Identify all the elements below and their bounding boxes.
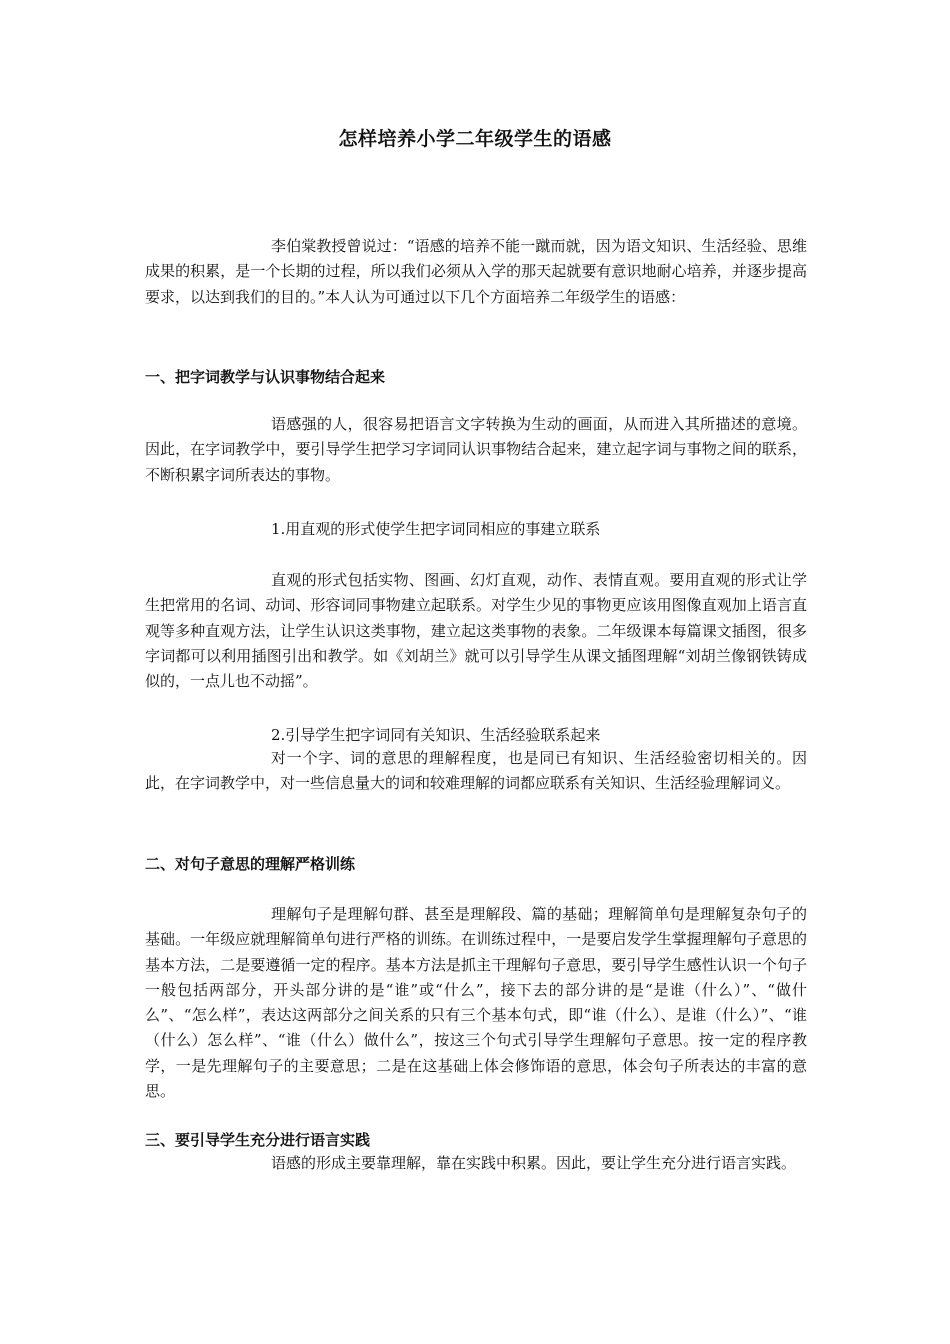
section-1-paragraph-1: 语感强的人，很容易把语言文字转换为生动的画面，从而进入其所描述的意境。因此，在字词教学中，要引导学生把学习字词同认识事物结合起来，建立起字词与事物之间的联系，不断积累字词所表达的事物。 [145,415,807,484]
section-1-heading: 一、把字词教学与认识事物结合起来 [145,368,386,386]
section-2-heading-block [145,853,807,875]
section-3-paragraph-1: 语感的形成主要靠理解，靠在实践中积累。因此，要让学生充分进行语言实践。 [271,1154,797,1172]
section-3-heading: 三、要引导学生充分进行语言实践 [145,1131,371,1149]
document-title: 怎样培养小学二年级学生的语感 [338,128,612,150]
section-2-heading: 二、对句子意思的理解严格训练 [145,855,356,873]
section-1-subheading-1-block [145,517,807,542]
section-3-heading-block [145,1129,807,1151]
intro-block [145,234,807,310]
section-1-paragraph-3: 对一个字、词的意思的理解程度，也是同已有知识、生活经验密切相关的。因此，在字词教学中，对一些信息量大的词和较难理解的词都应联系有关知识、生活经验理解词义。 [145,749,807,793]
section-2-paragraph-1: 理解句子是理解句群、甚至是理解段、篇的基础；理解简单句是理解复杂句子的基础。一年级应就理解简单句进行严格的训练。在训练过程中，一是要启发学生掌握理解句子意思的基本方法，二是要遵循一定的程序。基本方法是抓主干理解句子意思，要引导学生感性认识一个句子一般包括两部分，开头部分讲的是“谁”或“什么”，接下去的部分讲的是“是谁（什么）”、“做什么”、“怎么样”，表达这两部分之间关系的只有三个基本句式，即“谁（什么）、是谁（什么）”、“谁（什么）怎么样”、“谁（什么）做什么”，按这三个句式引导学生理解句子意思。按一定的程序教学，一是先理解句子的主要意思；二是在这基础上体会修饰语的意思，体会句子所表达的丰富的意思。 [145,905,807,1101]
intro-paragraph: 李伯棠教授曾说过：“语感的培养不能一蹴而就，因为语文知识、生活经验、思维成果的积累，是一个长期的过程，所以我们必须从入学的那天起就要有意识地耐心培养，并逐步提高要求，以达到我们的目的。”本人认为可通过以下几个方面培养二年级学生的语感： [145,237,807,306]
section-2-paragraph-1-block [145,902,807,1104]
section-1-paragraph-2-block [145,568,807,694]
section-1-subheading-2: 2.引导学生把字词同有关知识、生活经验联系起来 [271,726,601,744]
section-1-subheading-1: 1.用直观的形式使学生把字词同相应的事建立联系 [271,520,601,538]
section-3-paragraph-1-block [145,1151,807,1176]
section-1-heading-block [145,366,807,388]
section-1-paragraph-3-block [145,746,807,797]
section-1-subheading-2-block [145,723,807,748]
section-1-paragraph-2: 直观的形式包括实物、图画、幻灯直观，动作、表情直观。要用直观的形式让学生把常用的名词、动词、形容词同事物建立起联系。对学生少见的事物更应该用图像直观加上语言直观等多种直观方法，让学生认识这类事物，建立起这类事物的表象。二年级课本每篇课文插图，很多字词都可以利用插图引出和教学。如《刘胡兰》就可以引导学生从课文插图理解“刘胡兰像钢铁铸成似的，一点儿也不动摇”。 [145,571,807,691]
section-1-paragraph-1-block [145,412,807,488]
